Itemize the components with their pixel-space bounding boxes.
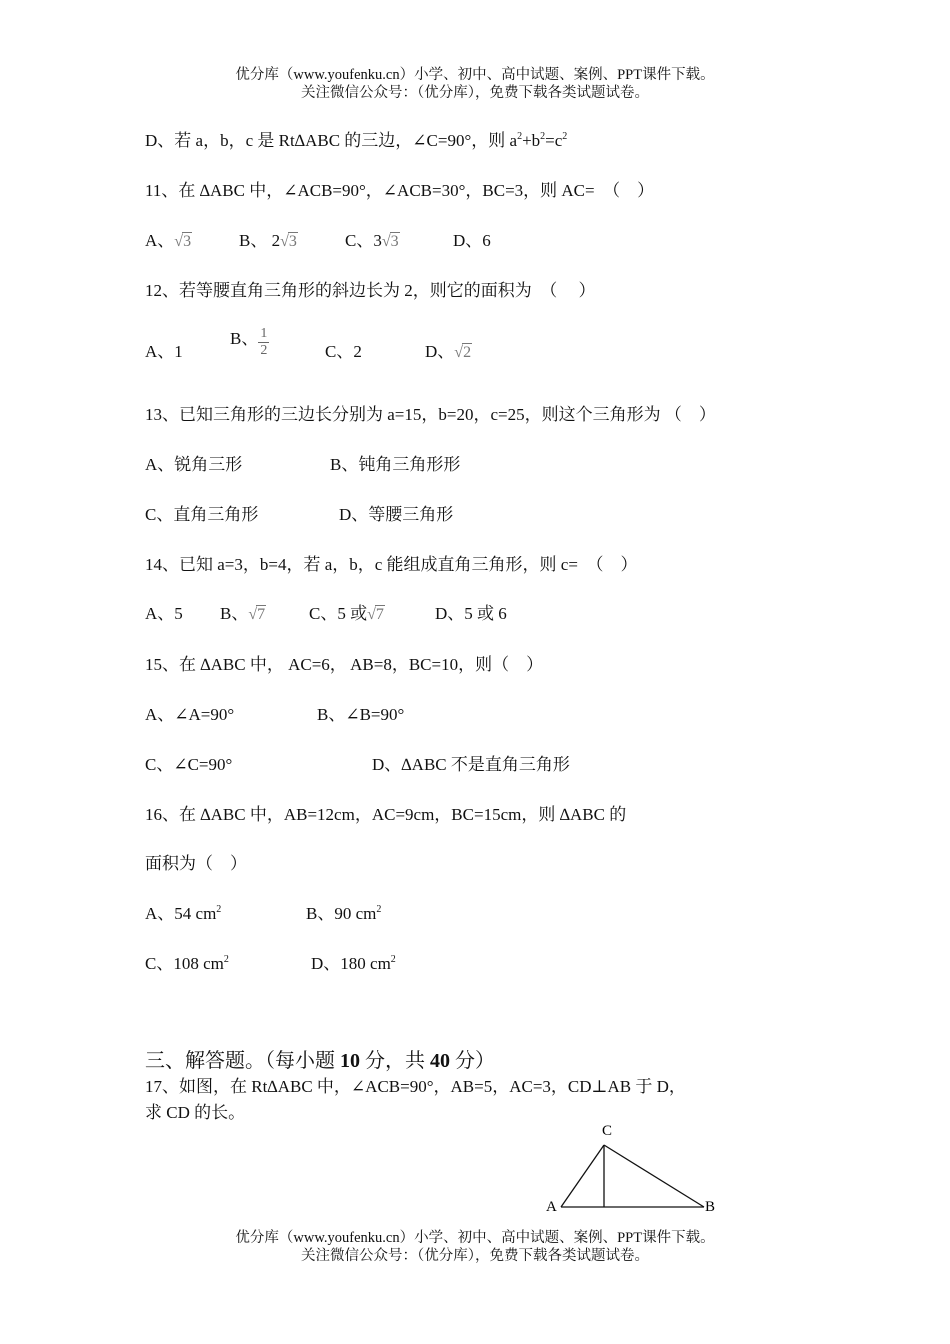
q16-option-a: A、54 $cm^2$ — [145, 904, 222, 923]
vertex-label-a: A — [546, 1199, 557, 1215]
q11-option-b: B、 2√3 — [239, 231, 297, 250]
q14-stem: 14、已知 a=3，b=4，若 a，b，c 能组成直角三角形，则 c= （ ） — [145, 555, 638, 574]
q12-option-a: A、1 — [145, 342, 183, 361]
page-header — [0, 66, 950, 102]
q14-options — [145, 599, 845, 623]
q15-option-c: C、∠C=90° — [145, 755, 233, 774]
q13-option-b: B、钝角三角形形 — [330, 455, 461, 474]
q14-option-a: A、5 — [145, 604, 183, 623]
q11-option-c: C、3√3 — [345, 231, 399, 250]
q11-option-d: D、6 — [453, 231, 491, 250]
side-cb — [604, 1145, 704, 1207]
q15-options-row1 — [145, 700, 845, 724]
q17-stem-line1: 17、如图，在 Rt∆ABC 中，∠ACB=90°，AB=5，AC=3，CD⊥AB 于 D， — [145, 1077, 686, 1096]
footer-line-1: 优分库（www.youfenku.cn）小学、初中、高中试题、案例、PPT课件下载。 — [235, 1230, 715, 1246]
q17-stem-line2: 求 CD 的长。 — [145, 1103, 246, 1122]
q14-option-c: C、5 或√7 — [309, 604, 384, 623]
q12-option-d: D、√2 — [425, 342, 472, 361]
q12-option-b: B、 $\frac{1}{2}$ — [230, 326, 268, 358]
sqrt-symbol: √2 — [454, 344, 472, 361]
q15-option-a: A、∠A=90° — [145, 705, 235, 724]
triangle-figure — [540, 1118, 730, 1218]
q16-option-c: C、108 $cm^2$ — [145, 954, 229, 973]
vertex-label-c: C — [602, 1123, 613, 1139]
sqrt-symbol: √3 — [280, 233, 297, 250]
q11-option-a: A、√3 — [145, 231, 192, 250]
side-ac — [561, 1145, 604, 1207]
q10-option-d: D、若 a，b，c 是 Rt∆ABC 的三边，∠C=90°，则 $a^2+b^2=c^2$ — [145, 131, 568, 150]
q13-stem: 13、已知三角形的三边长分别为 a=15，b=20，c=25，则这个三角形为 （ ） — [145, 405, 716, 424]
fraction-one-half: $\frac{1}{2}$ — [260, 326, 268, 358]
q16-option-b: B、90 $cm^2$ — [306, 904, 382, 923]
q16-option-d: D、180 $cm^2$ — [311, 954, 396, 973]
q16-stem-line1: 16、在 ∆ABC 中，AB=12cm，AC=9cm，BC=15cm，则 ∆ABC 的 — [145, 805, 627, 824]
q13-options-row1 — [145, 450, 845, 474]
q14-option-d: D、5 或 6 — [435, 604, 507, 623]
q14-option-b: B、√7 — [220, 604, 266, 623]
q13-option-d: D、等腰三角形 — [339, 505, 454, 524]
q16-options-row1 — [145, 899, 845, 923]
section-3-title: 三、解答题。（每小题 10 分，共 40 分） — [145, 1050, 495, 1072]
sqrt-symbol: √3 — [174, 233, 192, 250]
q16-stem-line2: 面积为（ ） — [145, 854, 247, 873]
q13-option-a: A、锐角三形 — [145, 455, 243, 474]
sqrt-symbol: √7 — [248, 606, 266, 623]
q12-option-c: C、2 — [325, 342, 362, 361]
footer-line-2: 关注微信公众号：（优分库），免费下载各类试题试卷。 — [301, 1248, 649, 1264]
page-footer — [0, 1229, 950, 1265]
q12-stem: 12、若等腰直角三角形的斜边长为 2，则它的面积为 （ ） — [145, 281, 596, 300]
sqrt-symbol: √3 — [381, 233, 399, 250]
q13-option-c: C、直角三角形 — [145, 505, 259, 524]
header-line-1: 优分库（www.youfenku.cn）小学、初中、高中试题、案例、PPT课件下载。 — [235, 67, 715, 83]
q15-option-b: B、∠B=90° — [317, 705, 405, 724]
header-line-2: 关注微信公众号：（优分库），免费下载各类试题试卷。 — [301, 85, 649, 101]
sqrt-symbol: √7 — [367, 606, 384, 623]
q11-stem: 11、在 ∆ABC 中，∠ACB=90°，∠ACB=30°，BC=3，则 AC= （ ） — [145, 181, 655, 200]
q15-stem: 15、在 ∆ABC 中， AC=6， AB=8，BC=10，则（ ） — [145, 655, 544, 674]
q13-options-row2 — [145, 500, 845, 524]
q16-options-row2 — [145, 949, 845, 973]
q15-option-d: D、∆ABC 不是直角三角形 — [372, 755, 570, 774]
vertex-label-b: B — [705, 1199, 716, 1215]
q11-options — [145, 226, 845, 250]
q12-options — [145, 326, 845, 372]
q15-options-row2 — [145, 750, 845, 774]
